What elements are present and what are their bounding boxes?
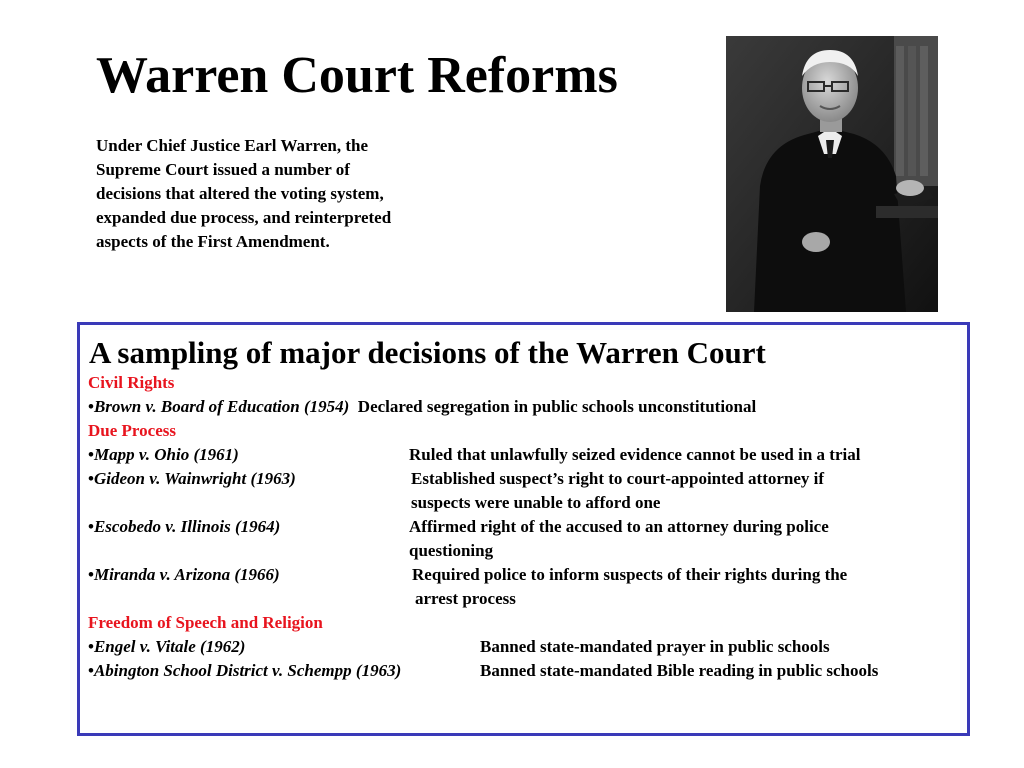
case-name: Engel v. Vitale (1962) [93,637,246,656]
case-description-continued: suspects were unable to afford one [411,493,661,512]
section-heading-speech-religion: Freedom of Speech and Religion [88,613,323,632]
case-description: Declared segregation in public schools unconstitutional [357,397,757,416]
case-row-miranda: •Miranda v. Arizona (1966) [88,565,280,584]
case-name: Gideon v. Wainwright (1963) [93,469,296,488]
page-title: Warren Court Reforms [96,47,618,104]
case-row-engel: •Engel v. Vitale (1962) [88,637,246,656]
case-description-continued: questioning [409,541,494,560]
case-description-continued: arrest process [415,589,516,608]
case-description: Affirmed right of the accused to an attorney during police [409,517,829,536]
case-description: Established suspect’s right to court-appointed attorney if [411,469,825,488]
decisions-title: A sampling of major decisions of the Warren Court [89,335,766,370]
case-row-mapp: •Mapp v. Ohio (1961) [88,445,239,464]
case-name: Miranda v. Arizona (1966) [93,565,280,584]
case-name: Escobedo v. Illinois (1964) [93,517,281,536]
case-name: Mapp v. Ohio (1961) [93,445,239,464]
case-name: Abington School District v. Schempp (1963) [93,661,402,680]
case-row-brown: •Brown v. Board of Education (1954) Declared segregation in public schools unconstitutional [88,397,757,416]
case-description: Ruled that unlawfully seized evidence cannot be used in a trial [409,445,861,464]
case-name: Brown v. Board of Education (1954) [93,397,350,416]
case-description: Banned state-mandated prayer in public schools [480,637,830,656]
case-row-gideon: •Gideon v. Wainwright (1963) [88,469,296,488]
case-row-escobedo: •Escobedo v. Illinois (1964) [88,517,281,536]
section-heading-civil-rights: Civil Rights [88,373,175,392]
case-description: Required police to inform suspects of their rights during the [412,565,848,584]
case-description: Banned state-mandated Bible reading in public schools [480,661,879,680]
case-row-abington: •Abington School District v. Schempp (1963) [88,661,402,680]
intro-paragraph: Under Chief Justice Earl Warren, the Supreme Court issued a number of decisions that altered the voting system, expanded due process, and reinterpreted aspects of the First Amendment. [96,136,392,251]
section-heading-due-process: Due Process [88,421,176,440]
earl-warren-portrait [726,36,938,312]
